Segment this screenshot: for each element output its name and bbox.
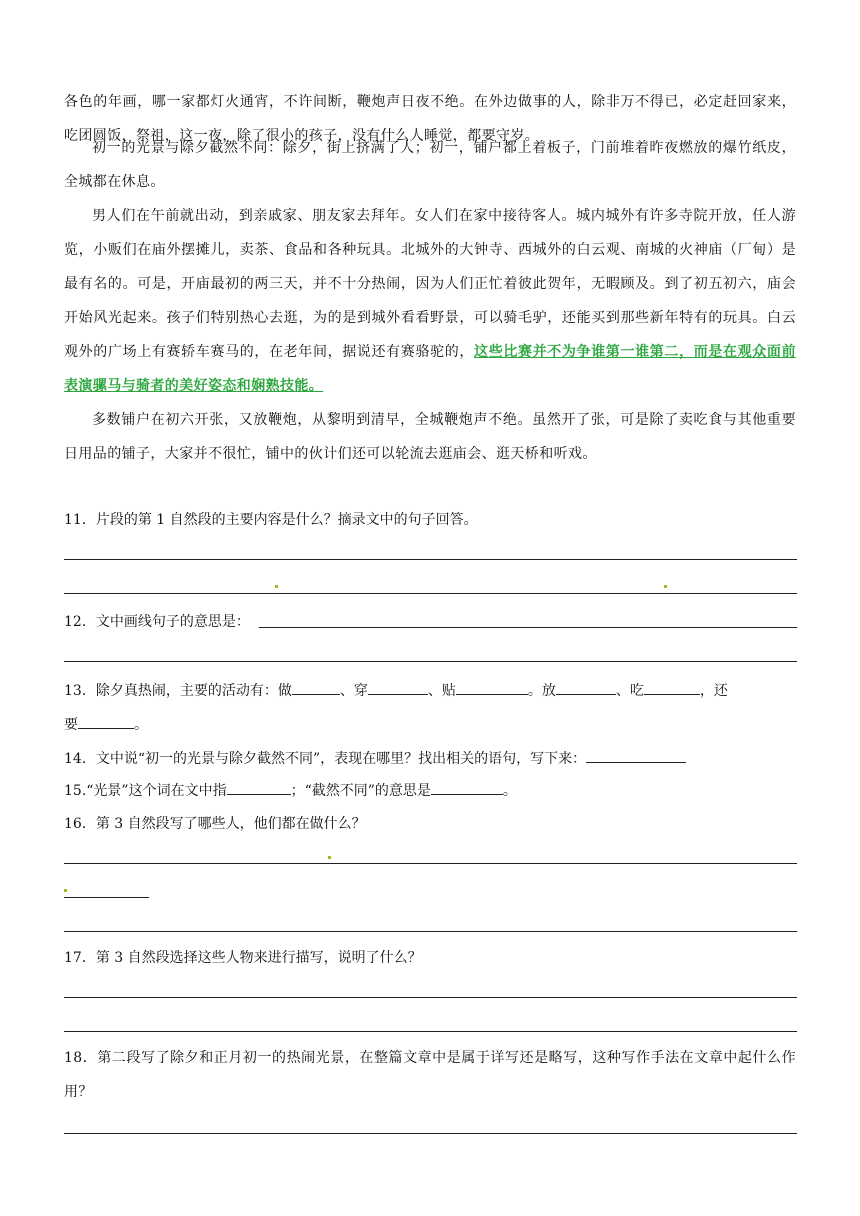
answer-line-16a[interactable] — [64, 863, 797, 864]
answer-line-17a[interactable] — [64, 997, 797, 998]
question-16: 16．第 3 自然段写了哪些人，他们都在做什么？ — [64, 816, 366, 832]
blank-yao[interactable] — [78, 714, 134, 729]
q13-text-2: 、穿 — [339, 683, 368, 699]
answer-line-11a[interactable] — [64, 559, 797, 560]
blank-jieran[interactable] — [431, 780, 503, 795]
question-14 — [64, 748, 686, 769]
stray-dot — [664, 585, 667, 588]
q15-text-1: 15.“光景”这个词在文中指 — [64, 783, 227, 799]
q15-text-3: 。 — [502, 783, 517, 799]
q13-text-6: ，还 — [699, 683, 728, 699]
blank-zuo[interactable] — [292, 680, 340, 695]
q13-text-8: 。 — [134, 717, 148, 733]
passage-paragraph-3 — [64, 199, 796, 403]
q13-text-4: 。放 — [527, 683, 556, 699]
blank-tie[interactable] — [456, 680, 528, 695]
question-17: 17．第 3 自然段选择这些人物来进行描写，说明了什么？ — [64, 950, 422, 966]
blank-chuan[interactable] — [368, 680, 428, 695]
question-11: 11．片段的第 1 自然段的主要内容是什么？摘录文中的句子回答。 — [64, 512, 478, 528]
q13-text-1: 13．除夕真热闹，主要的活动有：做 — [64, 683, 292, 699]
answer-line-18[interactable] — [64, 1133, 797, 1134]
passage-paragraph-4: 多数铺户在初六开张，又放鞭炮，从黎明到清早，全城鞭炮声不绝。虽然开了张，可是除了卖吃食与其他重要日用品的铺子，大家并不很忙，铺中的伙计们还可以轮流去逛庙会、逛天桥和听戏。 — [64, 412, 796, 462]
answer-line-16c[interactable] — [64, 931, 797, 932]
blank-14[interactable] — [586, 748, 686, 763]
answer-line-12a[interactable] — [259, 627, 797, 628]
question-13-line-2 — [64, 714, 148, 735]
blank-chi[interactable] — [644, 680, 700, 695]
question-18: 18．第二段写了除夕和正月初一的热闹光景，在整篇文章中是属于详写还是略写，这种写作手法在文章中起什么作用？ — [64, 1050, 796, 1100]
blank-fang[interactable] — [556, 680, 616, 695]
q15-text-2: ；“截然不同”的意思是 — [290, 783, 431, 799]
q14-text: 14．文中说“初一的光景与除夕截然不同”，表现在哪里？找出相关的语句，写下来： — [64, 751, 587, 767]
stray-dot — [64, 889, 67, 892]
blank-guangjing[interactable] — [227, 780, 291, 795]
passage-paragraph-2: 初一的光景与除夕截然不同：除夕，街上挤满了人；初一，铺户都上着板子，门前堆着昨夜燃放的爆竹纸皮，全城都在休息。 — [64, 140, 796, 190]
passage-paragraph-3-text: 男人们在午前就出动，到亲戚家、朋友家去拜年。女人们在家中接待客人。城内城外有许多寺院开放，任人游览，小贩们在庙外摆摊儿，卖茶、食品和各种玩具。北城外的大钟寺、西城外的白云观、南城的火神庙（厂甸）是最有名的。可是，开庙最初的两三天，并不十分热闹，因为人们正忙着彼此贺年，无暇顾及。到了初五初六，庙会开始风光起来。孩子们特别热心去逛，为的是到城外看看野景，可以骑毛驴，还能买到那些新年特有的玩具。白云观外的广场上有赛轿车赛马的，在老年间，据说还有赛骆驼的， — [64, 208, 796, 360]
q13-text-3: 、贴 — [427, 683, 456, 699]
answer-line-11b[interactable] — [64, 593, 797, 594]
q13-text-7: 要 — [64, 717, 78, 733]
question-12: 12．文中画线句子的意思是： — [64, 614, 250, 630]
q13-text-5: 、吃 — [615, 683, 644, 699]
question-15 — [64, 780, 517, 801]
question-13-line-1 — [64, 680, 728, 701]
stray-dot — [328, 856, 331, 859]
stray-dot — [275, 585, 278, 588]
answer-line-12b[interactable] — [64, 661, 797, 662]
passage-paragraph-1: 各色的年画，哪一家都灯火通宵，不许间断，鞭炮声日夜不绝。在外边做事的人，除非万不得已，必定赶回家来，吃团圆饭，祭祖，这一夜，除了很小的孩子，没有什么人睡觉，都要守岁。 — [64, 94, 796, 144]
answer-line-17b[interactable] — [64, 1031, 797, 1032]
answer-line-16b[interactable] — [64, 897, 149, 898]
underlined-sentence: 这些比赛并不为争谁第一谁第二，而是在观众面前表演骡马与骑者的美好姿态和娴熟技能。 — [64, 344, 796, 394]
